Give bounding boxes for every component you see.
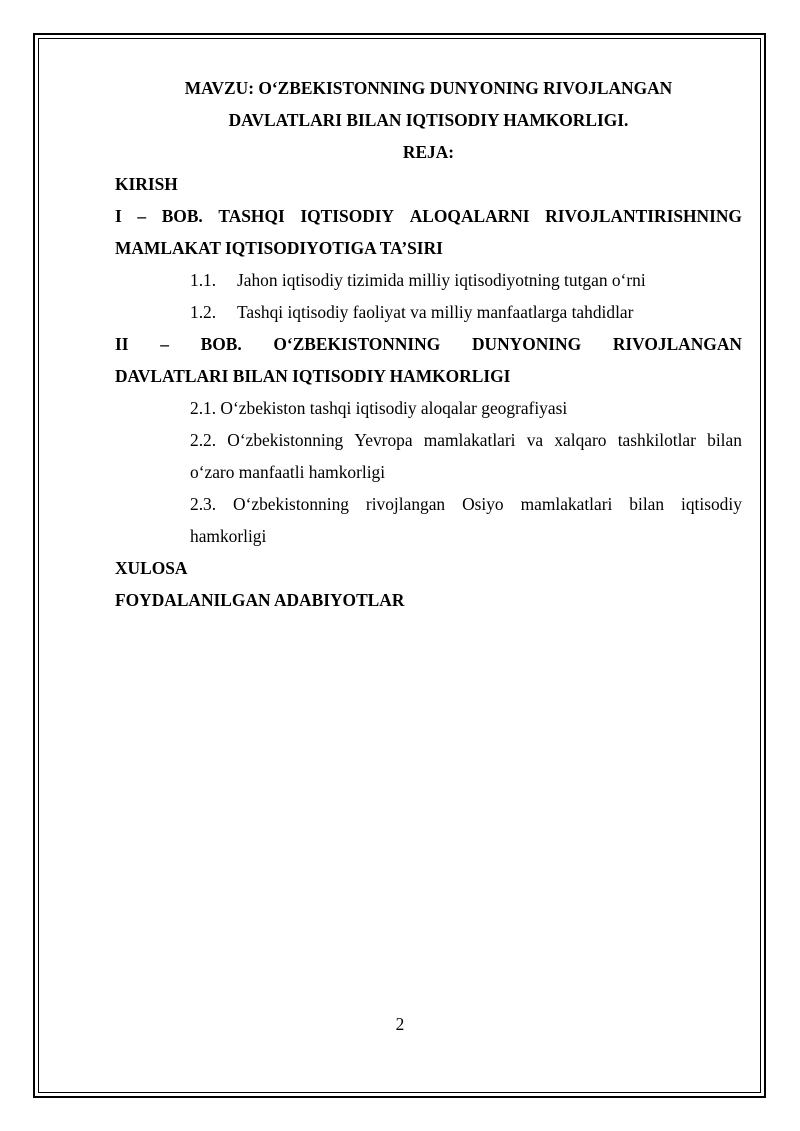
word: ALOQALARNI — [409, 206, 530, 226]
chapter2-item-3-line-1 — [190, 488, 742, 520]
word: bilan — [707, 430, 742, 450]
chapter2-item-1: 2.1. O‘zbekiston tashqi iqtisodiy aloqalar geografiyasi — [190, 398, 568, 418]
word: iqtisodiy — [681, 494, 742, 514]
word: xalqaro — [554, 430, 607, 450]
item-text: Jahon iqtisodiy tizimida milliy iqtisodiyotning tutgan o‘rni — [237, 270, 646, 290]
word: mamlakatlari — [423, 430, 516, 450]
conclusion-heading: XULOSA — [115, 558, 188, 578]
document-content — [115, 72, 742, 616]
word: mamlakatlari — [520, 494, 613, 514]
references-heading: FOYDALANILGAN ADABIYOTLAR — [115, 590, 405, 610]
document-title-line-1: MAVZU: O‘ZBEKISTONNING DUNYONING RIVOJLANGAN — [184, 78, 673, 98]
word: RIVOJLANGAN — [612, 334, 742, 354]
word: bilan — [629, 494, 665, 514]
word: BOB. — [200, 334, 242, 354]
word: – — [160, 334, 169, 354]
intro-heading: KIRISH — [115, 174, 178, 194]
word: – — [137, 206, 147, 226]
chapter1-heading-line-2: MAMLAKAT IQTISODIYOTIGA TA’SIRI — [115, 238, 443, 258]
word: RIVOJLANTIRISHNING — [545, 206, 742, 226]
item-number: 1.1. — [190, 270, 217, 290]
word: TASHQI — [218, 206, 285, 226]
word: Osiyo — [462, 494, 504, 514]
plan-heading: REJA: — [402, 142, 455, 162]
word: Yevropa — [354, 430, 413, 450]
word: va — [526, 430, 544, 450]
chapter2-heading-line-1 — [115, 328, 742, 360]
page-number: 2 — [395, 1014, 405, 1034]
chapter2-item-2-line-2: o‘zaro manfaatli hamkorligi — [190, 462, 386, 482]
word: tashkilotlar — [617, 430, 696, 450]
word: O‘ZBEKISTONNING — [273, 334, 441, 354]
word: 2.2. — [190, 430, 217, 450]
chapter1-heading-line-1 — [115, 200, 742, 232]
word: rivojlangan — [365, 494, 446, 514]
word: I — [115, 206, 122, 226]
chapter1-item-2 — [190, 296, 742, 328]
chapter2-item-2-line-1 — [190, 424, 742, 456]
item-text: Tashqi iqtisodiy faoliyat va milliy manfaatlarga tahdidlar — [237, 302, 634, 322]
chapter2-item-3-line-2: hamkorligi — [190, 526, 267, 546]
chapter1-item-1 — [190, 264, 742, 296]
document-title-line-2: DAVLATLARI BILAN IQTISODIY HAMKORLIGI. — [228, 110, 629, 130]
word: O‘zbekistonning — [227, 430, 344, 450]
item-number: 1.2. — [190, 302, 217, 322]
word: IQTISODIY — [300, 206, 395, 226]
word: II — [115, 334, 129, 354]
chapter2-heading-line-2: DAVLATLARI BILAN IQTISODIY HAMKORLIGI — [115, 366, 511, 386]
word: 2.3. — [190, 494, 217, 514]
word: O‘zbekistonning — [233, 494, 349, 514]
word: BOB. — [161, 206, 203, 226]
word: DUNYONING — [471, 334, 582, 354]
